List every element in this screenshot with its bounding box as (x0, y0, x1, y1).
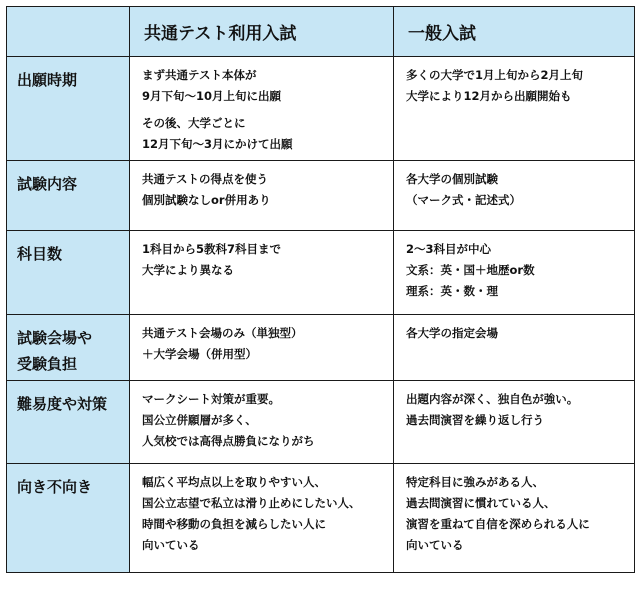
header-ippan-label: 一般入試 (408, 24, 476, 44)
cell-kyotsu-subject-count (130, 231, 394, 315)
cell-line: 過去問演習に慣れている人、 (406, 496, 556, 510)
cell-line: 2〜3科目が中心 (406, 242, 492, 256)
cell-line: 演習を重ねて自信を深められる人に (406, 517, 590, 531)
cell-line: 向いている (142, 538, 200, 552)
cell-line: 国公立併願層が多く、 (142, 413, 257, 427)
cell-line: 向いている (406, 538, 464, 552)
row-label-text: 難易度や対策 (17, 395, 108, 413)
cell-line: （マーク式・記述式） (406, 193, 521, 207)
table-row (7, 464, 635, 573)
cell-ippan-difficulty-prep (394, 381, 635, 464)
cell-line: まず共通テスト本体が (142, 68, 257, 82)
cell-line: 理系：英・数・理 (406, 284, 498, 298)
row-label-text: 試験内容 (17, 175, 78, 193)
cell-line: 時間や移動の負担を減らしたい人に (142, 517, 326, 531)
table-row (7, 231, 635, 315)
row-label-text: 試験会場や (17, 329, 93, 347)
cell-line: その後、大学ごとに (142, 116, 246, 130)
cell-line: ＋大学会場（併用型） (142, 347, 257, 361)
cell-line: マークシート対策が重要。 (142, 392, 280, 406)
header-kyotsu-test-label: 共通テスト利用入試 (144, 24, 297, 44)
table-row (7, 315, 635, 381)
cell-line: 特定科目に強みがある人、 (406, 475, 544, 489)
cell-ippan-application-period (394, 57, 635, 161)
row-label-suitability (7, 464, 130, 573)
cell-line: 大学により異なる (142, 263, 234, 277)
cell-line: 共通テスト会場のみ（単独型） (142, 326, 303, 340)
cell-line: 人気校では高得点勝負になりがち (142, 434, 315, 448)
row-label-application-period (7, 57, 130, 161)
cell-line: 各大学の個別試験 (406, 172, 498, 186)
cell-line: 個別試験なしor併用あり (142, 193, 271, 207)
cell-line: 文系：英・国＋地歴or数 (406, 263, 535, 277)
cell-line: 国公立志望で私立は滑り止めにしたい人、 (142, 496, 361, 510)
row-label-exam-content (7, 161, 130, 231)
row-label-venue-burden (7, 315, 130, 381)
header-kyotsu-test (130, 7, 394, 57)
cell-ippan-subject-count (394, 231, 635, 315)
table-row (7, 57, 635, 161)
cell-line: 共通テストの得点を使う (142, 172, 269, 186)
comparison-table (6, 6, 635, 573)
header-ippan (394, 7, 635, 57)
row-label-subject-count (7, 231, 130, 315)
row-label-text: 向き不向き (17, 478, 93, 496)
header-row (7, 7, 635, 57)
cell-ippan-venue-burden (394, 315, 635, 381)
cell-line: 出題内容が深く、独自色が強い。 (406, 392, 579, 406)
row-label-text: 受験負担 (17, 355, 78, 373)
cell-line: 1科目から5教科7科目まで (142, 242, 282, 256)
cell-kyotsu-difficulty-prep (130, 381, 394, 464)
cell-line: 多くの大学で1月上旬から2月上旬 (406, 68, 584, 82)
cell-line: 幅広く平均点以上を取りやすい人、 (142, 475, 326, 489)
table-row (7, 381, 635, 464)
cell-line: 12月下旬〜3月にかけて出願 (142, 137, 293, 151)
table-row (7, 161, 635, 231)
cell-ippan-exam-content (394, 161, 635, 231)
cell-kyotsu-application-period (130, 57, 394, 161)
row-label-text: 科目数 (17, 245, 63, 263)
cell-line: 過去問演習を繰り返し行う (406, 413, 544, 427)
row-label-text: 出願時期 (17, 71, 78, 89)
cell-line: 9月下旬〜10月上旬に出願 (142, 89, 282, 103)
cell-kyotsu-suitability (130, 464, 394, 573)
row-label-difficulty-prep (7, 381, 130, 464)
cell-kyotsu-exam-content (130, 161, 394, 231)
cell-kyotsu-venue-burden (130, 315, 394, 381)
header-corner (7, 7, 130, 57)
cell-ippan-suitability (394, 464, 635, 573)
cell-line: 各大学の指定会場 (406, 326, 498, 340)
cell-line: 大学により12月から出願開始も (406, 89, 572, 103)
